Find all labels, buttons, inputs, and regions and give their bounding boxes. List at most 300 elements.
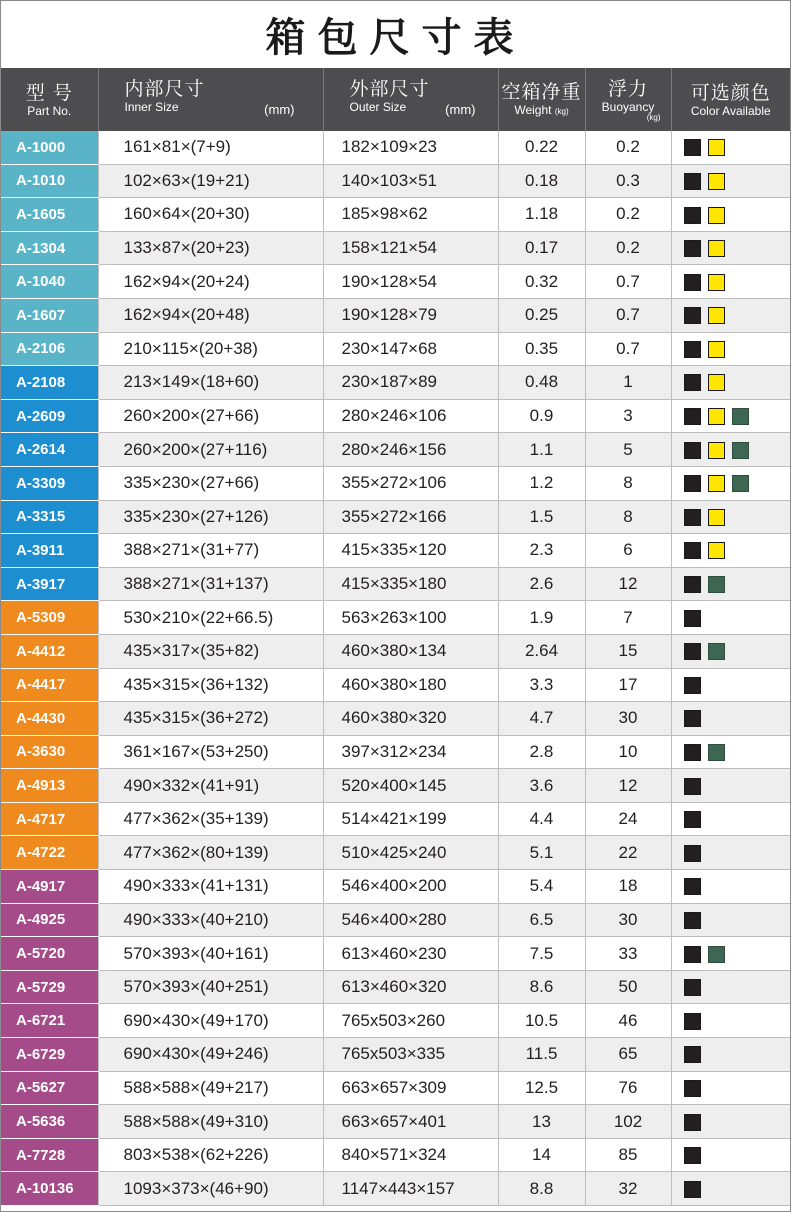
weight-cell: 0.32 [498,265,585,299]
header-outer-size [323,68,498,131]
color-swatches-cell [671,802,790,836]
buoyancy-cell: 1 [585,366,671,400]
weight-cell: 1.18 [498,198,585,232]
yellow-swatch [708,173,725,190]
header-part-no [1,68,98,131]
black-swatch [684,878,701,895]
inner-size-cell: 477×362×(35+139) [98,802,323,836]
inner-size-cell: 435×315×(36+132) [98,668,323,702]
yellow-swatch [708,408,725,425]
black-swatch [684,1080,701,1097]
buoyancy-cell: 30 [585,702,671,736]
buoyancy-cell: 0.3 [585,164,671,198]
part-number-cell: A-2609 [1,399,98,433]
buoyancy-cell: 10 [585,735,671,769]
weight-cell: 10.5 [498,1004,585,1038]
table-row [1,1172,790,1206]
outer-size-cell: 460×380×180 [323,668,498,702]
part-number-cell: A-4417 [1,668,98,702]
weight-cell: 4.7 [498,702,585,736]
black-swatch [684,207,701,224]
header-outer-en: Outer Size [349,100,407,114]
black-swatch [684,811,701,828]
inner-size-cell: 160×64×(20+30) [98,198,323,232]
outer-size-cell: 663×657×309 [323,1071,498,1105]
weight-cell: 0.25 [498,298,585,332]
table-row [1,735,790,769]
black-swatch [684,274,701,291]
color-swatches-cell [671,164,790,198]
inner-size-cell: 490×333×(40+210) [98,903,323,937]
buoyancy-cell: 32 [585,1172,671,1206]
header-part-en: Part No. [27,103,72,118]
table-row [1,702,790,736]
weight-cell: 0.22 [498,131,585,164]
color-swatches-cell [671,298,790,332]
inner-size-cell: 213×149×(18+60) [98,366,323,400]
outer-size-cell: 563×263×100 [323,601,498,635]
weight-cell: 2.8 [498,735,585,769]
color-swatches-cell [671,1004,790,1038]
weight-cell: 0.9 [498,399,585,433]
green-swatch [708,643,725,660]
black-swatch [684,509,701,526]
yellow-swatch [708,475,725,492]
buoyancy-cell: 12 [585,567,671,601]
part-number-cell: A-3309 [1,466,98,500]
yellow-swatch [708,374,725,391]
header-inner-cn: 内部尺寸 [124,78,205,100]
black-swatch [684,442,701,459]
yellow-swatch [708,341,725,358]
header-weight-en: Weight [514,102,552,117]
part-number-cell: A-4925 [1,903,98,937]
outer-size-cell: 546×400×280 [323,903,498,937]
part-number-cell: A-4913 [1,769,98,803]
outer-size-cell: 397×312×234 [323,735,498,769]
weight-cell: 1.1 [498,433,585,467]
part-number-cell: A-4717 [1,802,98,836]
header-outer-cn: 外部尺寸 [349,78,430,100]
black-swatch [684,542,701,559]
table-row [1,769,790,803]
inner-size-cell: 162×94×(20+24) [98,265,323,299]
inner-size-cell: 335×230×(27+66) [98,466,323,500]
weight-cell: 7.5 [498,937,585,971]
black-swatch [684,979,701,996]
table-row [1,970,790,1004]
color-swatches-cell [671,970,790,1004]
inner-size-cell: 690×430×(49+246) [98,1038,323,1072]
color-swatches-cell [671,399,790,433]
table-row [1,668,790,702]
black-swatch [684,744,701,761]
header-weight-cn: 空箱净重 [501,80,582,103]
color-swatches-cell [671,735,790,769]
outer-size-cell: 460×380×134 [323,634,498,668]
color-swatches-cell [671,836,790,870]
color-swatches-cell [671,1172,790,1206]
buoyancy-cell: 65 [585,1038,671,1072]
black-swatch [684,1147,701,1164]
green-swatch [732,475,749,492]
part-number-cell: A-5729 [1,970,98,1004]
color-swatches-cell [671,1038,790,1072]
table-row [1,198,790,232]
buoyancy-cell: 15 [585,634,671,668]
part-number-cell: A-2614 [1,433,98,467]
green-swatch [732,408,749,425]
weight-cell: 5.1 [498,836,585,870]
yellow-swatch [708,542,725,559]
black-swatch [684,778,701,795]
header-outer-unit: (mm) [445,102,476,117]
outer-size-cell: 663×657×401 [323,1105,498,1139]
part-number-cell: A-1605 [1,198,98,232]
outer-size-cell: 190×128×79 [323,298,498,332]
weight-cell: 0.17 [498,231,585,265]
table-row [1,534,790,568]
weight-cell: 8.6 [498,970,585,1004]
color-swatches-cell [671,332,790,366]
buoyancy-cell: 30 [585,903,671,937]
color-swatches-cell [671,668,790,702]
table-row [1,802,790,836]
header-inner-unit: (mm) [264,102,295,117]
yellow-swatch [708,139,725,156]
black-swatch [684,341,701,358]
yellow-swatch [708,509,725,526]
table-row [1,332,790,366]
black-swatch [684,408,701,425]
color-swatches-cell [671,534,790,568]
part-number-cell: A-4722 [1,836,98,870]
black-swatch [684,643,701,660]
buoyancy-cell: 7 [585,601,671,635]
outer-size-cell: 1147×443×157 [323,1172,498,1206]
black-swatch [684,845,701,862]
outer-size-cell: 514×421×199 [323,802,498,836]
weight-cell: 13 [498,1105,585,1139]
header-part-cn: 型 号 [25,81,73,104]
outer-size-cell: 520×400×145 [323,769,498,803]
part-number-cell: A-6721 [1,1004,98,1038]
outer-size-cell: 190×128×54 [323,265,498,299]
weight-cell: 4.4 [498,802,585,836]
part-number-cell: A-3911 [1,534,98,568]
color-swatches-cell [671,567,790,601]
buoyancy-cell: 33 [585,937,671,971]
buoyancy-cell: 46 [585,1004,671,1038]
inner-size-cell: 260×200×(27+66) [98,399,323,433]
yellow-swatch [708,240,725,257]
yellow-swatch [708,274,725,291]
inner-size-cell: 690×430×(49+170) [98,1004,323,1038]
part-number-cell: A-1000 [1,131,98,164]
black-swatch [684,1114,701,1131]
inner-size-cell: 588×588×(49+310) [98,1105,323,1139]
buoyancy-cell: 85 [585,1138,671,1172]
black-swatch [684,1046,701,1063]
black-swatch [684,240,701,257]
part-number-cell: A-3315 [1,500,98,534]
black-swatch [684,1181,701,1198]
color-swatches-cell [671,265,790,299]
page-title: 箱包尺寸表 [265,15,526,61]
black-swatch [684,912,701,929]
weight-cell: 0.18 [498,164,585,198]
weight-cell: 3.3 [498,668,585,702]
weight-cell: 2.64 [498,634,585,668]
outer-size-cell: 415×335×180 [323,567,498,601]
outer-size-cell: 546×400×200 [323,870,498,904]
header-inner-size [98,68,323,131]
inner-size-cell: 477×362×(80+139) [98,836,323,870]
table-row [1,1138,790,1172]
color-swatches-cell [671,366,790,400]
black-swatch [684,173,701,190]
weight-cell: 1.2 [498,466,585,500]
table-row [1,634,790,668]
buoyancy-cell: 17 [585,668,671,702]
buoyancy-cell: 22 [585,836,671,870]
inner-size-cell: 102×63×(19+21) [98,164,323,198]
weight-cell: 5.4 [498,870,585,904]
outer-size-cell: 415×335×120 [323,534,498,568]
table-row [1,399,790,433]
color-swatches-cell [671,198,790,232]
table-row [1,567,790,601]
inner-size-cell: 161×81×(7+9) [98,131,323,164]
inner-size-cell: 1093×373×(46+90) [98,1172,323,1206]
table-row [1,265,790,299]
buoyancy-cell: 0.2 [585,131,671,164]
table-row [1,601,790,635]
color-swatches-cell [671,466,790,500]
table-row [1,1105,790,1139]
table-row [1,433,790,467]
buoyancy-cell: 5 [585,433,671,467]
color-swatches-cell [671,433,790,467]
part-number-cell: A-5636 [1,1105,98,1139]
table-row [1,298,790,332]
header-inner-en: Inner Size [124,100,179,114]
table-row [1,1071,790,1105]
color-swatches-cell [671,870,790,904]
green-swatch [732,442,749,459]
outer-size-cell: 613×460×320 [323,970,498,1004]
buoyancy-cell: 24 [585,802,671,836]
weight-cell: 1.9 [498,601,585,635]
inner-size-cell: 388×271×(31+137) [98,567,323,601]
black-swatch [684,610,701,627]
green-swatch [708,946,725,963]
outer-size-cell: 355×272×106 [323,466,498,500]
buoyancy-cell: 18 [585,870,671,904]
weight-cell: 3.6 [498,769,585,803]
table-row [1,903,790,937]
weight-cell: 0.35 [498,332,585,366]
table-row [1,870,790,904]
outer-size-cell: 230×147×68 [323,332,498,366]
table-row [1,500,790,534]
outer-size-cell: 140×103×51 [323,164,498,198]
part-number-cell: A-4917 [1,870,98,904]
black-swatch [684,576,701,593]
table-row [1,1004,790,1038]
table-row [1,366,790,400]
weight-cell: 12.5 [498,1071,585,1105]
outer-size-cell: 185×98×62 [323,198,498,232]
part-number-cell: A-4412 [1,634,98,668]
part-number-cell: A-6729 [1,1038,98,1072]
inner-size-cell: 435×315×(36+272) [98,702,323,736]
buoyancy-cell: 0.7 [585,298,671,332]
inner-size-cell: 210×115×(20+38) [98,332,323,366]
inner-size-cell: 570×393×(40+161) [98,937,323,971]
part-number-cell: A-2108 [1,366,98,400]
weight-cell: 6.5 [498,903,585,937]
buoyancy-cell: 0.7 [585,332,671,366]
part-number-cell: A-1010 [1,164,98,198]
buoyancy-cell: 0.2 [585,231,671,265]
green-swatch [708,576,725,593]
weight-cell: 11.5 [498,1038,585,1072]
outer-size-cell: 158×121×54 [323,231,498,265]
inner-size-cell: 260×200×(27+116) [98,433,323,467]
outer-size-cell: 840×571×324 [323,1138,498,1172]
black-swatch [684,139,701,156]
inner-size-cell: 490×332×(41+91) [98,769,323,803]
header-color-cn: 可选颜色 [690,81,771,104]
part-number-cell: A-2106 [1,332,98,366]
part-number-cell: A-5627 [1,1071,98,1105]
inner-size-cell: 570×393×(40+251) [98,970,323,1004]
table-row [1,836,790,870]
header-buoyancy [585,68,671,131]
green-swatch [708,744,725,761]
table-row [1,1038,790,1072]
inner-size-cell: 162×94×(20+48) [98,298,323,332]
weight-cell: 2.3 [498,534,585,568]
part-number-cell: A-1607 [1,298,98,332]
buoyancy-cell: 6 [585,534,671,568]
weight-cell: 14 [498,1138,585,1172]
color-swatches-cell [671,601,790,635]
outer-size-cell: 765x503×260 [323,1004,498,1038]
inner-size-cell: 490×333×(41+131) [98,870,323,904]
buoyancy-cell: 3 [585,399,671,433]
inner-size-cell: 530×210×(22+66.5) [98,601,323,635]
table-row [1,164,790,198]
weight-cell: 1.5 [498,500,585,534]
header-color-en: Color Available [690,103,771,118]
outer-size-cell: 460×380×320 [323,702,498,736]
part-number-cell: A-5309 [1,601,98,635]
table-row [1,231,790,265]
color-swatches-cell [671,131,790,164]
black-swatch [684,307,701,324]
weight-cell: 8.8 [498,1172,585,1206]
yellow-swatch [708,442,725,459]
inner-size-cell: 435×317×(35+82) [98,634,323,668]
outer-size-cell: 510×425×240 [323,836,498,870]
color-swatches-cell [671,903,790,937]
table-row [1,131,790,164]
header-buoyancy-cn: 浮力 [607,77,648,100]
color-swatches-cell [671,702,790,736]
weight-cell: 2.6 [498,567,585,601]
color-swatches-cell [671,937,790,971]
part-number-cell: A-3917 [1,567,98,601]
weight-cell: 0.48 [498,366,585,400]
header-color [671,68,790,131]
black-swatch [684,374,701,391]
part-number-cell: A-7728 [1,1138,98,1172]
inner-size-cell: 388×271×(31+77) [98,534,323,568]
header-buoyancy-en: Buoyancy [601,99,655,114]
color-swatches-cell [671,500,790,534]
buoyancy-cell: 8 [585,466,671,500]
inner-size-cell: 361×167×(53+250) [98,735,323,769]
table-body [1,131,790,1206]
part-number-cell: A-4430 [1,702,98,736]
outer-size-cell: 280×246×106 [323,399,498,433]
yellow-swatch [708,207,725,224]
outer-size-cell: 613×460×230 [323,937,498,971]
color-swatches-cell [671,231,790,265]
black-swatch [684,1013,701,1030]
inner-size-cell: 335×230×(27+126) [98,500,323,534]
part-number-cell: A-5720 [1,937,98,971]
outer-size-cell: 230×187×89 [323,366,498,400]
buoyancy-cell: 76 [585,1071,671,1105]
color-swatches-cell [671,634,790,668]
black-swatch [684,710,701,727]
part-number-cell: A-1040 [1,265,98,299]
part-number-cell: A-3630 [1,735,98,769]
header-weight-unit: (kg) [554,106,569,116]
table-row [1,466,790,500]
part-number-cell: A-1304 [1,231,98,265]
buoyancy-cell: 0.7 [585,265,671,299]
part-number-cell: A-10136 [1,1172,98,1206]
black-swatch [684,677,701,694]
outer-size-cell: 355×272×166 [323,500,498,534]
buoyancy-cell: 0.2 [585,198,671,232]
black-swatch [684,475,701,492]
color-swatches-cell [671,769,790,803]
inner-size-cell: 588×588×(49+217) [98,1071,323,1105]
buoyancy-cell: 12 [585,769,671,803]
outer-size-cell: 280×246×156 [323,433,498,467]
buoyancy-cell: 50 [585,970,671,1004]
header-weight [498,68,585,131]
yellow-swatch [708,307,725,324]
inner-size-cell: 803×538×(62+226) [98,1138,323,1172]
black-swatch [684,946,701,963]
size-table [1,68,790,1206]
outer-size-cell: 182×109×23 [323,131,498,164]
header-row [1,68,790,131]
buoyancy-cell: 8 [585,500,671,534]
color-swatches-cell [671,1071,790,1105]
color-swatches-cell [671,1138,790,1172]
outer-size-cell: 765x503×335 [323,1038,498,1072]
color-swatches-cell [671,1105,790,1139]
buoyancy-cell: 102 [585,1105,671,1139]
inner-size-cell: 133×87×(20+23) [98,231,323,265]
